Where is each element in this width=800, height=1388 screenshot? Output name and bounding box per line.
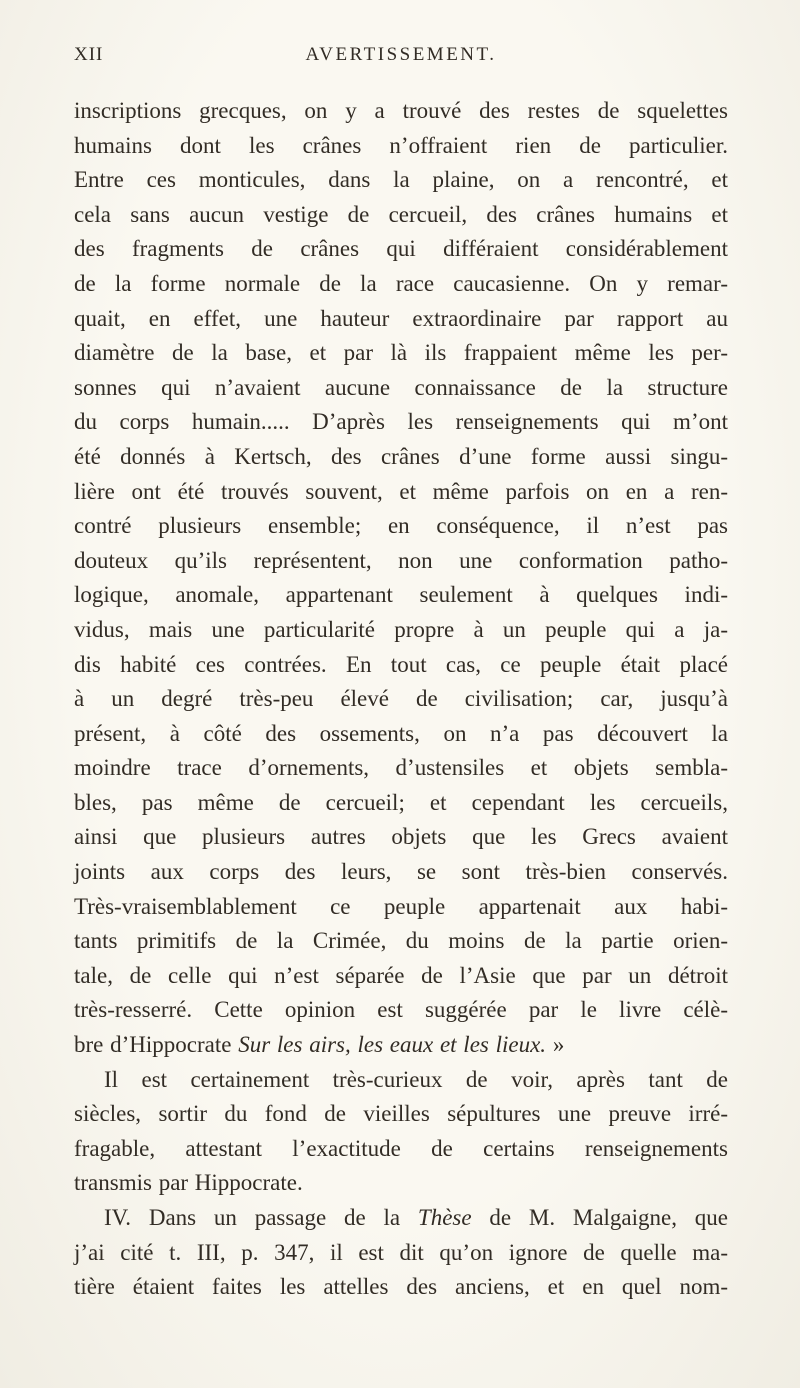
text-line: IV. Dans un passage de la Thèse de M. Malgaigne, que [104,1205,728,1230]
text-line: dis habité ces contrées. En tout cas, ce peuple était placé [74,651,728,677]
text-line: vidus, mais une particularité propre à un peuple qui a ja- [74,616,728,642]
text-line: été donnés à Kertsch, des crânes d’une forme aussi singu- [74,443,728,469]
text-line: très-resserré. Cette opinion est suggérée par le livre célè- [74,997,728,1023]
text-line: j’ai cité t. III, p. 347, il est dit qu’on ignore de quelle ma- [74,1239,728,1265]
text-line: cela sans aucun vestige de cercueil, des crânes humains et [74,201,728,227]
text-line: logique, anomale, appartenant seulement à quelques indi- [74,582,728,608]
text-line: à un degré très-peu élevé de civilisation; car, jusqu’à [74,686,728,712]
text-line: contré plusieurs ensemble; en conséquence, il n’est pas [74,513,728,539]
paragraph [74,1063,728,1201]
italic-text: Thèse [417,1205,472,1230]
text-line: diamètre de la base, et par là ils frappaient même les per- [74,340,728,366]
text-line: tière étaient faites les attelles des anciens, et en quel nom- [74,1274,728,1300]
text-line: douteux qu’ils représentent, non une conformation patho- [74,547,728,573]
italic-text: Sur les airs, les eaux et les lieux. [238,1032,547,1058]
text-line: inscriptions grecques, on y a trouvé des restes de squelettes [74,98,728,123]
text-line: sonnes qui n’avaient aucune connaissance de la structure [74,374,728,400]
text-line: Il est certainement très-curieux de voir, après tant de [104,1066,728,1092]
page-header [74,44,728,70]
text-line: moindre trace d’ornements, d’ustensiles et objets sembla- [74,755,728,781]
text-line: Entre ces monticules, dans la plaine, on a rencontré, et [74,167,728,193]
text-line: quait, en effet, une hauteur extraordinaire par rapport au [74,305,728,331]
text-block [74,94,728,1305]
text-line: bre d’Hippocrate Sur les airs, les eaux et les lieux. » [74,1032,565,1058]
text-line: humains dont les crânes n’offraient rien de particulier. [74,132,728,158]
text-line: lière ont été trouvés souvent, et même parfois on en a ren- [74,478,728,504]
text-line: Très-vraisemblablement ce peuple appartenait aux habi- [74,893,728,919]
text-line: siècles, sortir du fond de vieilles sépultures une preuve irré- [74,1101,728,1127]
paragraph [74,94,728,1063]
text-line: transmis par Hippocrate. [74,1170,303,1196]
text-line: des fragments de crânes qui différaient considérablement [74,236,728,262]
text-line: présent, à côté des ossements, on n’a pas découvert la [74,720,728,746]
text-line: tants primitifs de la Crimée, du moins de la partie orien- [74,928,728,954]
page-number: XII [74,44,104,65]
text-line: bles, pas même de cercueil; et cependant les cercueils, [74,789,728,815]
paragraph [74,1201,728,1305]
text-line: joints aux corps des leurs, se sont très-bien conservés. [74,859,728,885]
text-line: fragable, attestant l’exactitude de certains renseignements [74,1135,728,1161]
running-title: AVERTISSEMENT. [305,44,497,65]
text-line: ainsi que plusieurs autres objets que les Grecs avaient [74,824,728,850]
text-line: tale, de celle qui n’est séparée de l’Asie que par un détroit [74,962,728,988]
text-line: de la forme normale de la race caucasienne. On y remar- [74,270,728,296]
text-line: du corps humain..... D’après les renseignements qui m’ont [74,409,728,435]
